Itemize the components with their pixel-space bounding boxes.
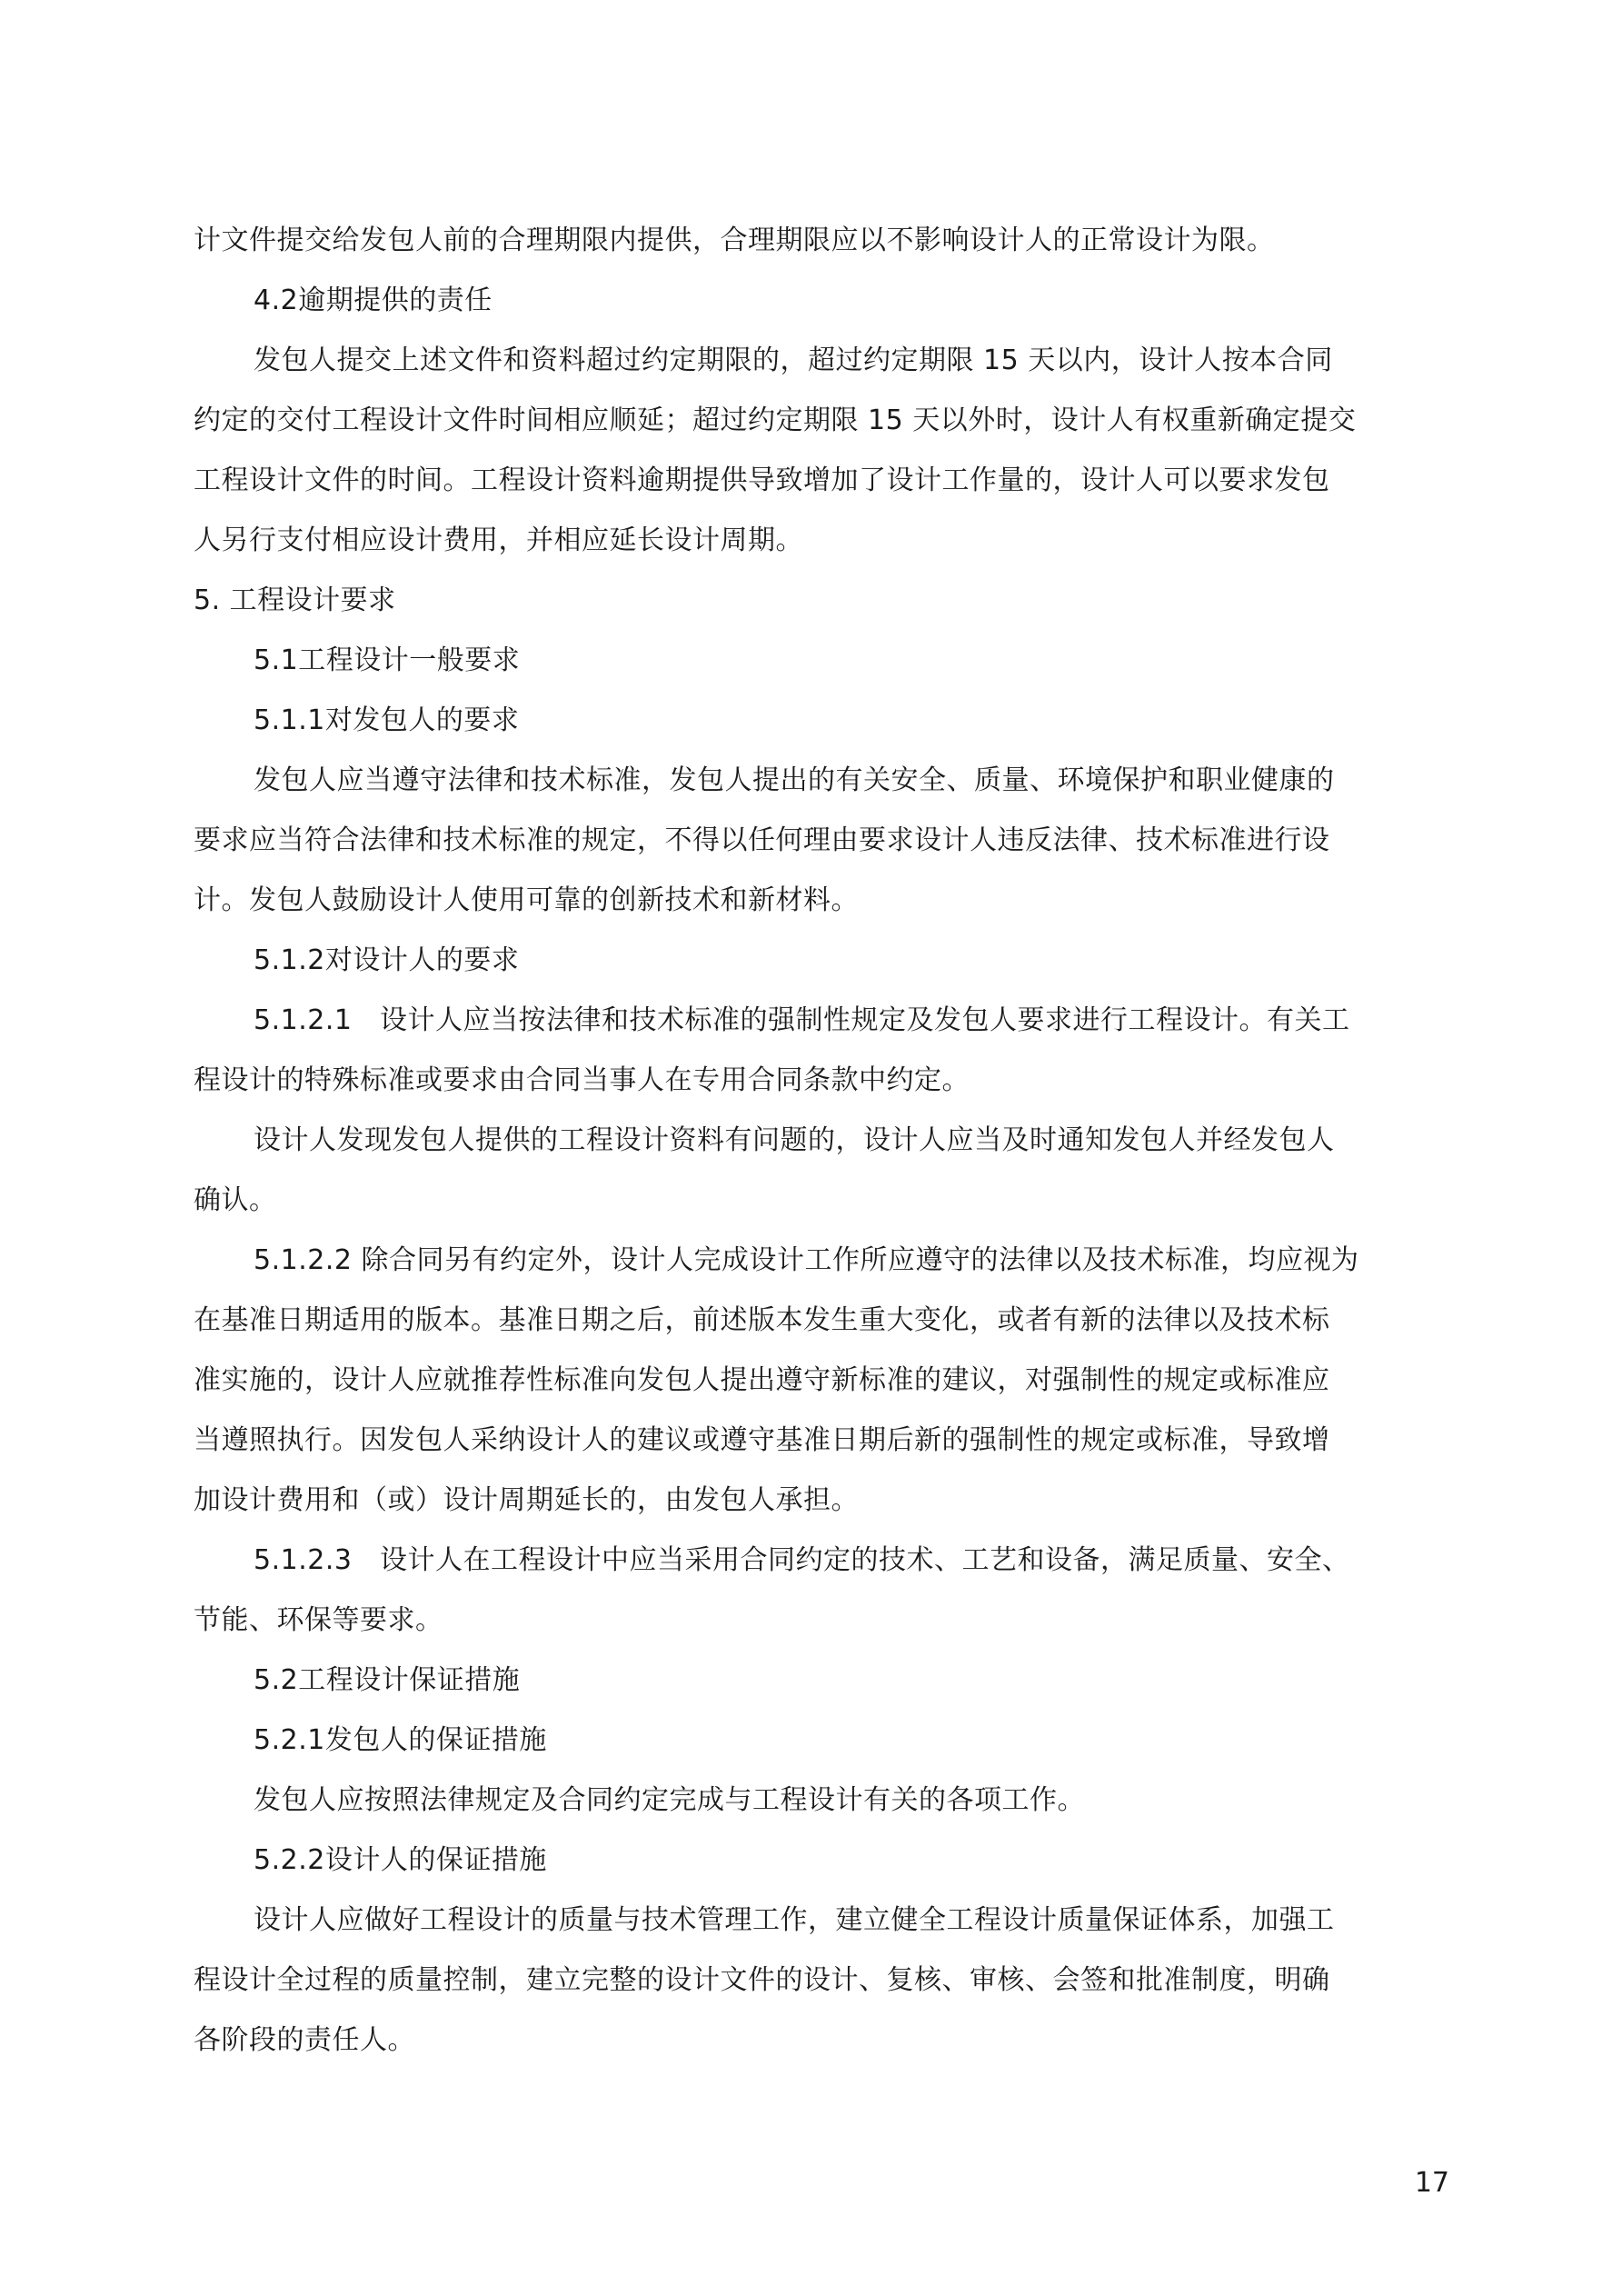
- text-line: 计文件提交给发包人前的合理期限内提供，合理期限应以不影响设计人的正常设计为限。: [194, 225, 1275, 256]
- document-body: [194, 211, 1448, 2071]
- text-line: 要求应当符合法律和技术标准的规定，不得以任何理由要求设计人违反法律、技术标准进行设: [194, 824, 1330, 856]
- text-line: 设计人发现发包人提供的工程设计资料有问题的，设计人应当及时通知发包人并经发包人: [254, 1124, 1335, 1156]
- page-number: 17: [1414, 2167, 1449, 2199]
- text-line: 5. 工程设计要求: [194, 584, 396, 616]
- text-line: 工程设计文件的时间。工程设计资料逾期提供导致增加了设计工作量的，设计人可以要求发包: [194, 464, 1330, 496]
- text-line: 节能、环保等要求。: [194, 1604, 443, 1636]
- text-line: 5.2工程设计保证措施: [254, 1664, 521, 1696]
- text-line: 程设计全过程的质量控制，建立完整的设计文件的设计、复核、审核、会签和批准制度，明确: [194, 1964, 1330, 1996]
- text-line: 发包人应当遵守法律和技术标准，发包人提出的有关安全、质量、环境保护和职业健康的: [254, 764, 1335, 796]
- text-line: 当遵照执行。因发包人采纳设计人的建议或遵守基准日期后新的强制性的规定或标准，导致增: [194, 1424, 1330, 1456]
- text-line: 约定的交付工程设计文件时间相应顺延；超过约定期限 15 天以外时，设计人有权重新确定提交: [194, 404, 1357, 436]
- text-line: 加设计费用和（或）设计周期延长的，由发包人承担。: [194, 1484, 859, 1516]
- text-line: 人另行支付相应设计费用，并相应延长设计周期。: [194, 524, 803, 556]
- text-line: 确认。: [194, 1184, 277, 1216]
- text-line: 5.2.2设计人的保证措施: [254, 1844, 547, 1876]
- text-line: 各阶段的责任人。: [194, 2024, 415, 2056]
- text-line: 4.2逾期提供的责任: [254, 285, 493, 316]
- text-line: 5.1.2.2 除合同另有约定外，设计人完成设计工作所应遵守的法律以及技术标准，均应视为: [254, 1244, 1359, 1276]
- text-line: 设计人应做好工程设计的质量与技术管理工作，建立健全工程设计质量保证体系，加强工: [254, 1904, 1335, 1936]
- text-line: 发包人应按照法律规定及合同约定完成与工程设计有关的各项工作。: [254, 1784, 1085, 1816]
- text-line: 5.1.2.3 设计人在工程设计中应当采用合同约定的技术、工艺和设备，满足质量、安全、: [254, 1544, 1350, 1576]
- text-line: 准实施的，设计人应就推荐性标准向发包人提出遵守新标准的建议，对强制性的规定或标准应: [194, 1364, 1330, 1396]
- text-line: 计。发包人鼓励设计人使用可靠的创新技术和新材料。: [194, 884, 859, 916]
- text-line: 程设计的特殊标准或要求由合同当事人在专用合同条款中约定。: [194, 1064, 970, 1096]
- text-line: 5.1.1对发包人的要求: [254, 704, 520, 736]
- text-line: 发包人提交上述文件和资料超过约定期限的，超过约定期限 15 天以内，设计人按本合同: [254, 344, 1333, 376]
- text-line: 5.1.2.1 设计人应当按法律和技术标准的强制性规定及发包人要求进行工程设计。有关工: [254, 1004, 1350, 1036]
- text-line: 5.1工程设计一般要求: [254, 644, 521, 676]
- text-line: 5.1.2对设计人的要求: [254, 944, 520, 976]
- text-line: 5.2.1发包人的保证措施: [254, 1724, 547, 1756]
- text-line: 在基准日期适用的版本。基准日期之后，前述版本发生重大变化，或者有新的法律以及技术标: [194, 1304, 1330, 1336]
